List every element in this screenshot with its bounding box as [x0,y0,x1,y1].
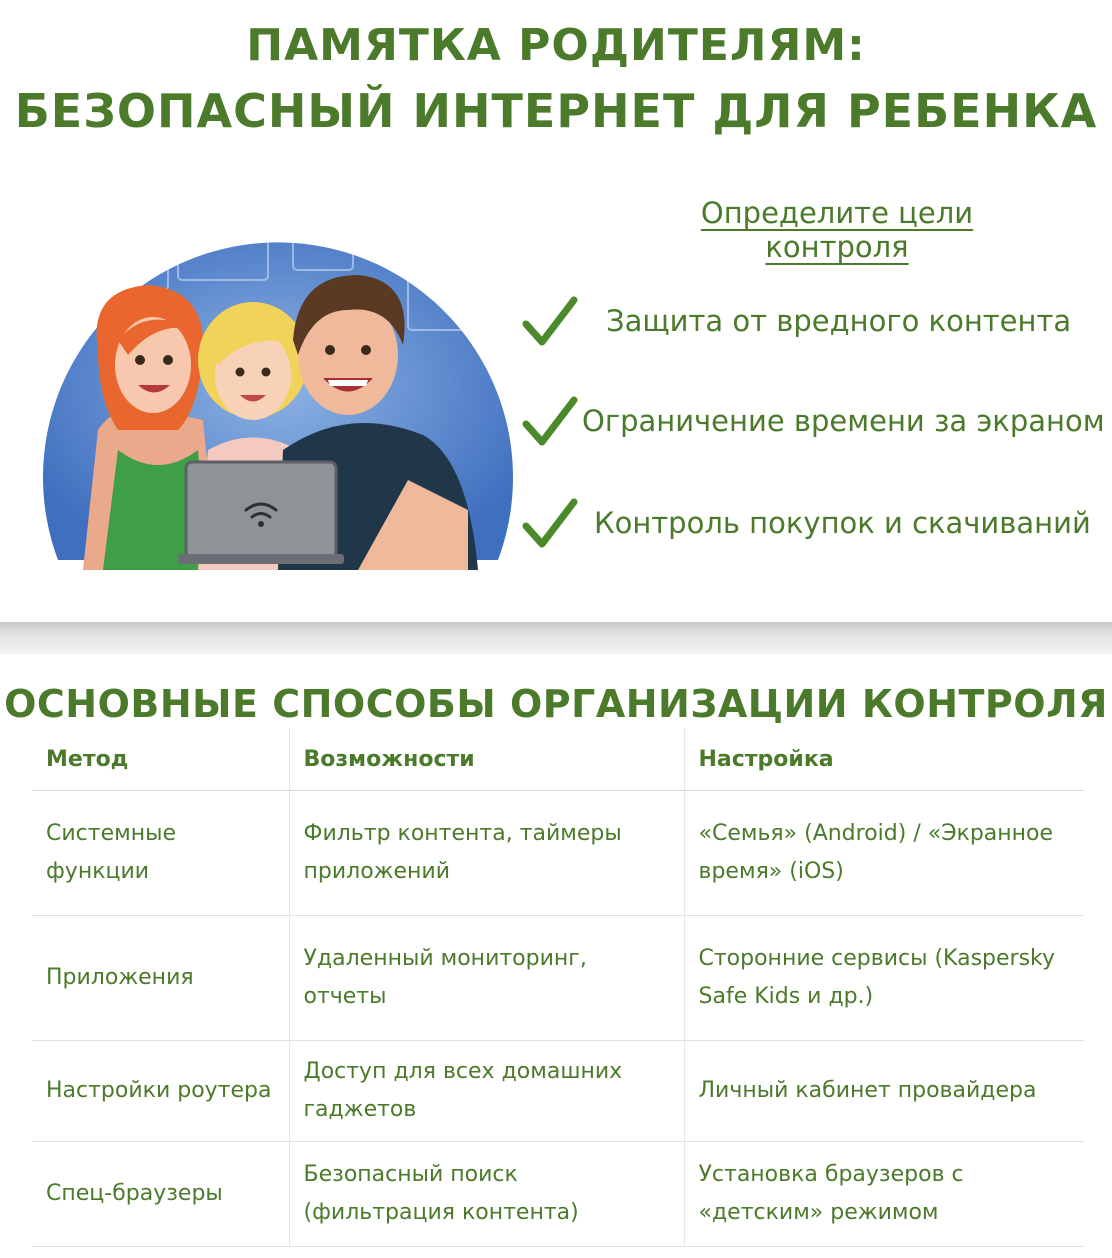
checkmark-icon [520,392,580,452]
methods-title: ОСНОВНЫЕ СПОСОБЫ ОРГАНИЗАЦИИ КОНТРОЛЯ [4,682,1108,726]
column-header: Настройка [684,728,1084,791]
table-cell: Спец-браузеры [32,1142,289,1247]
table-row [32,791,1084,916]
table-cell: Установка браузеров с «детским» режимом [684,1142,1084,1247]
section-divider [0,622,1112,654]
table-cell: Личный кабинет провайдера [684,1041,1084,1142]
top-card [0,0,1112,622]
goal-label: Ограничение времени за экраном [582,404,1105,438]
checkmark-icon [520,292,580,352]
page-title-line1: ПАМЯТКА РОДИТЕЛЯМ: [246,20,866,71]
table-cell: Сторонние сервисы (Kaspersky Safe Kids и др.) [684,916,1084,1041]
methods-table [32,728,1084,1247]
table-cell: Системные функции [32,791,289,916]
table-row [32,1041,1084,1142]
column-header: Метод [32,728,289,791]
goal-item [520,392,1110,452]
page-title-line2: БЕЗОПАСНЫЙ ИНТЕРНЕТ ДЛЯ РЕБЕНКА [14,84,1098,138]
table-row [32,1142,1084,1247]
table-header-row [32,728,1084,791]
table-cell: Фильтр контента, таймеры приложений [289,791,684,916]
goals-heading: Определите цели контроля [700,196,974,264]
table-cell: Доступ для всех домашних гаджетов [289,1041,684,1142]
table-row [32,916,1084,1041]
table-cell: Удаленный мониторинг, отчеты [289,916,684,1041]
family-with-laptop-illustration [28,180,518,570]
table-cell: «Семья» (Android) / «Экранное время» (iOS) [684,791,1084,916]
goal-label: Защита от вредного контента [606,304,1072,338]
table-cell: Безопасный поиск (фильтрация контента) [289,1142,684,1247]
goal-item [520,292,1110,352]
table-cell: Приложения [32,916,289,1041]
goal-item [520,494,1110,554]
goal-label: Контроль покупок и скачиваний [594,506,1091,540]
table-cell: Настройки роутера [32,1041,289,1142]
column-header: Возможности [289,728,684,791]
checkmark-icon [520,494,580,554]
methods-section [0,654,1112,1258]
